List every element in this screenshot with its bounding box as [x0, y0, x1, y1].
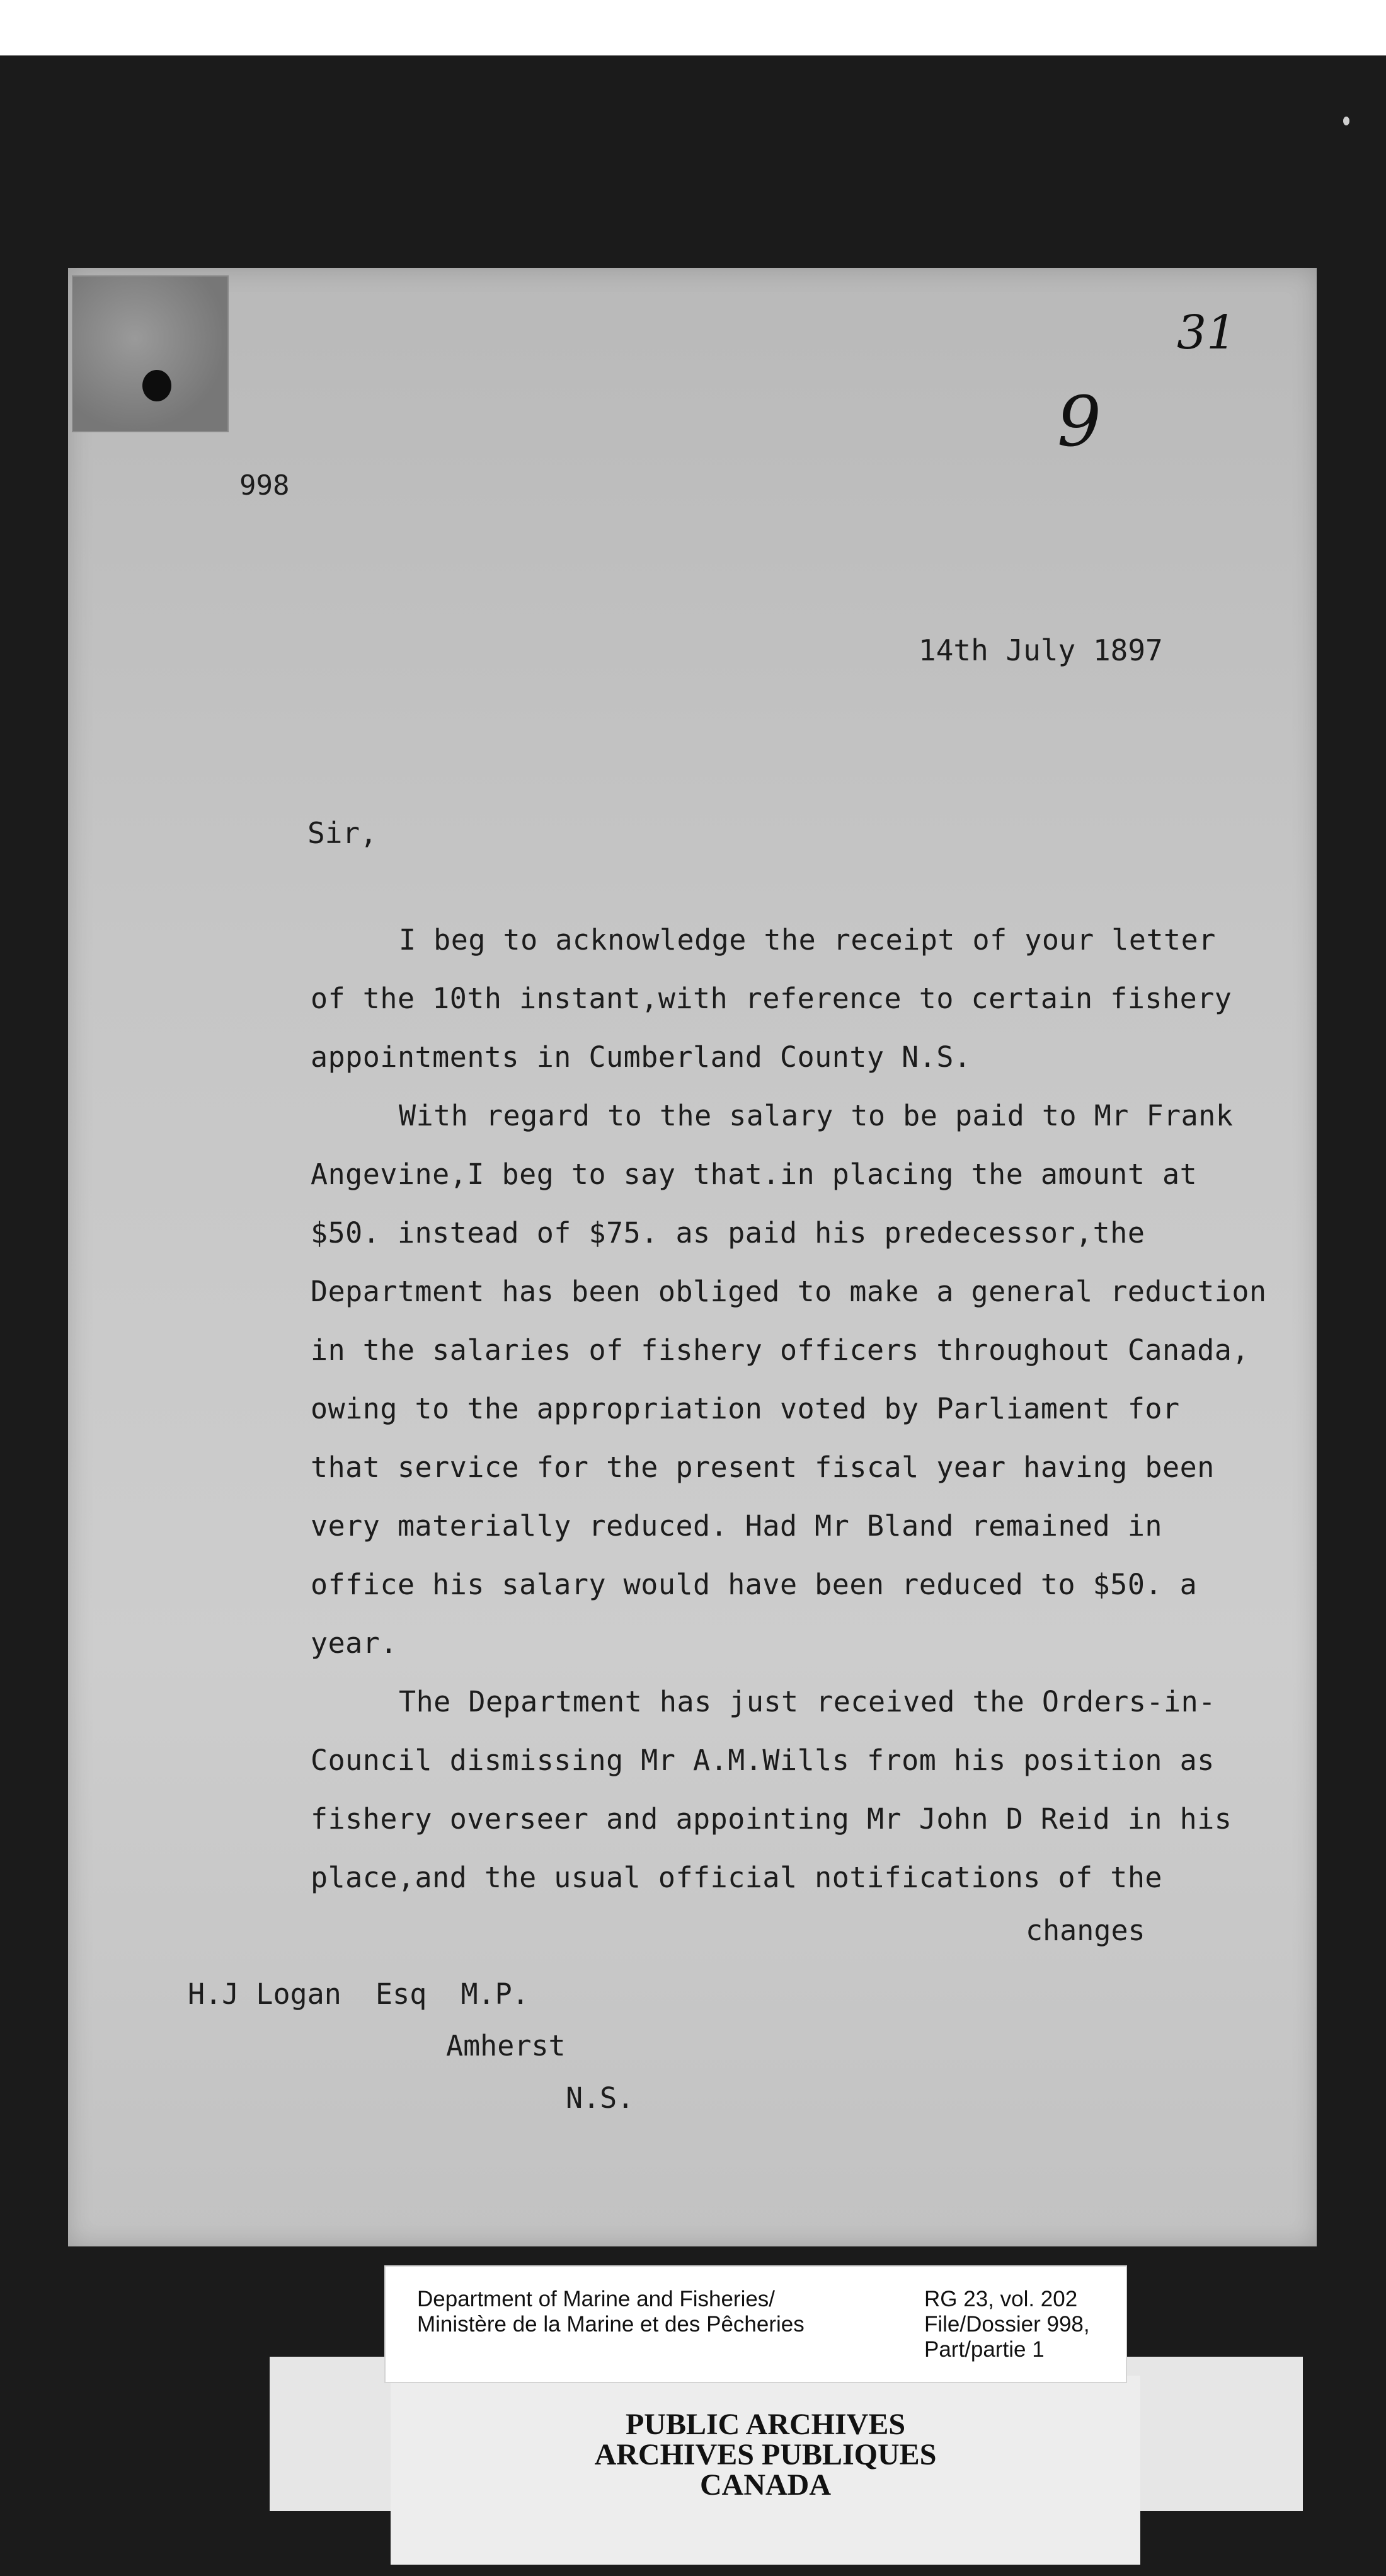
body-line: very materially reduced. Had Mr Bland remained in: [311, 1509, 1163, 1543]
salutation: Sir,: [307, 816, 377, 850]
body-line: place,and the usual official notifications of the: [311, 1861, 1163, 1894]
body-line: Angevine,I beg to say that.in placing the amount at: [311, 1158, 1198, 1191]
body-line: I beg to acknowledge the receipt of your letter: [399, 923, 1216, 957]
body-line: office his salary would have been reduced to $50. a: [311, 1568, 1198, 1601]
recipient-town: Amherst: [446, 2029, 566, 2062]
archive-stamp-line: CANADA: [700, 2468, 831, 2502]
margin-note-side: 9: [1057, 381, 1101, 462]
corner-stamp: [72, 275, 229, 432]
margin-note-top-right: 31: [1177, 306, 1237, 360]
label-ref-line: RG 23, vol. 202: [924, 2287, 1078, 2311]
label-department-fr: Ministère de la Marine et des Pêcheries: [417, 2312, 805, 2337]
body-line: Council dismissing Mr A.M.Wills from his position as: [311, 1744, 1215, 1777]
body-line: owing to the appropriation voted by Parliament for: [311, 1392, 1180, 1425]
archive-stamp: [391, 2376, 1140, 2565]
body-line: of the 10th instant,with reference to certain fishery: [311, 982, 1232, 1015]
catchword: changes: [1026, 1914, 1145, 1947]
body-line: in the salaries of fishery officers throughout Canada,: [311, 1333, 1249, 1367]
recipient-name: H.J Logan Esq M.P.: [188, 1977, 529, 2011]
archive-stamp-line: ARCHIVES PUBLIQUES: [594, 2438, 937, 2471]
body-line: The Department has just received the Orders-in-: [399, 1685, 1216, 1718]
file-number: 998: [239, 469, 290, 502]
label-ref-line: File/Dossier 998,: [924, 2312, 1090, 2337]
punch-hole: [142, 370, 171, 401]
body-line: Department has been obliged to make a general reduction: [311, 1275, 1267, 1308]
body-line: fishery overseer and appointing Mr John D Reid in his: [311, 1802, 1232, 1836]
letter-date: 14th July 1897: [919, 633, 1163, 667]
body-line: appointments in Cumberland County N.S.: [311, 1040, 971, 1074]
film-speck: [1343, 117, 1349, 125]
body-line: year.: [311, 1626, 398, 1660]
body-line: that service for the present fiscal year having been: [311, 1451, 1215, 1484]
body-line: With regard to the salary to be paid to Mr Frank: [399, 1099, 1234, 1132]
archive-reference-label: [384, 2265, 1127, 2383]
label-ref-line: Part/partie 1: [924, 2337, 1045, 2362]
archive-stamp-line: PUBLIC ARCHIVES: [625, 2408, 906, 2441]
letter-page: [68, 268, 1317, 2246]
recipient-province: N.S.: [566, 2081, 634, 2115]
label-department-en: Department of Marine and Fisheries/: [417, 2287, 776, 2311]
body-line: $50. instead of $75. as paid his predecessor,the: [311, 1216, 1145, 1250]
